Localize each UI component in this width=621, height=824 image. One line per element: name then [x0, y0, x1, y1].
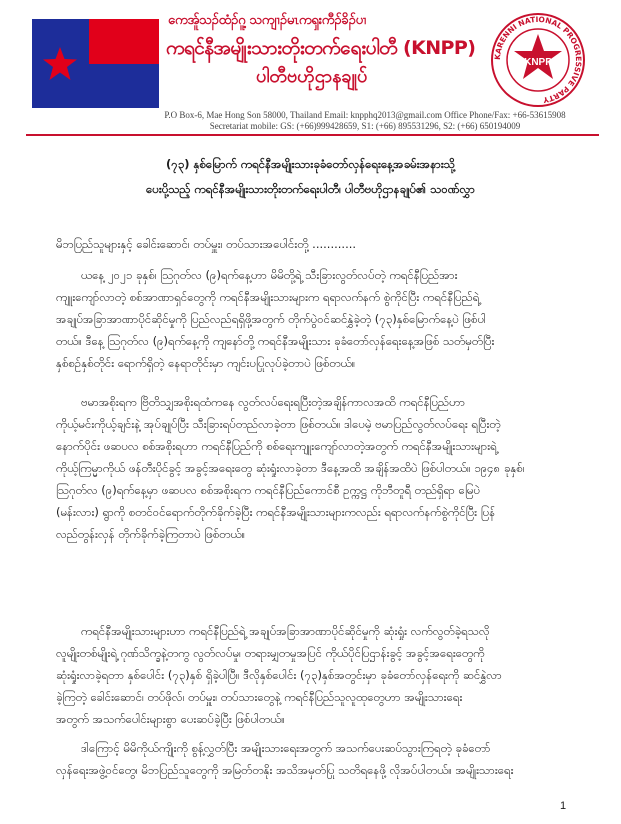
paragraph-line: ကိုယ့်မင်းကိုယ့်ချင်းနဲ့ အုပ်ချုပ်ပြီး သီးခြားရပ်တည်လာခဲ့တာ ဖြစ်တယ်။ ဒါပေမဲ့ ဗမာပြည်လွတ်လပ်ရေး ရပြီးတဲ့ [56, 417, 501, 431]
salutation: မိဘပြည်သူများနှင့် ခေါင်းဆောင်၊ တပ်မှူး၊ တပ်သားအပေါင်းတို့ ............ [56, 237, 357, 251]
paragraph-line: နှစ်စဉ်နှစ်တိုင်း ရောက်ရှိတဲ့ နေရာတိုင်းမှာ ကျင်းပပြုလုပ်ခဲ့တာပဲ ဖြစ်တယ်။ [56, 356, 356, 370]
paragraph-line: လူမျိုးတစ်မျိုးရဲ့ ဂုဏ်သိက္ခနဲ့တကွ လွတ်လပ်မှု၊ တရားမျှတမှုအပြင် ကိုယ်ပိုင်ပြဌာန်းခွင့် အခွင့်အရေးတွေကို [56, 646, 485, 660]
paragraph-4 [56, 737, 576, 781]
paragraph-line: လည်တွန်းလှန် တိုက်ခိုက်ခဲ့ကြတာပဲ ဖြစ်တယ်။ [56, 527, 246, 541]
paragraph-line: ဆုံးရှုံးလာခဲ့ရတာ နှစ်ပေါင်း (၇၃)နှစ် ရှိခဲ့ပါပြီ။ ဒီလိုနှစ်ပေါင်း (၇၃)နှစ်အတွင်းမှာ ခုခံတော်လှန်ရေးကို ဆင်နွှဲလာ [56, 668, 502, 682]
paragraph-line: ဒါကြောင့် မိမိကိုယ်ကျိုးကို စွန့်လွှတ်ပြီး အမျိုးသားရေးအတွက် အသက်ပေးဆပ်သွားကြရတဲ့ ခုခံတော် [81, 741, 491, 755]
paragraph-2 [56, 391, 576, 545]
paragraph-line: ကျူးကျော်လာတဲ့ စစ်အာဏာရှင်တွေကို ကရင်နီအမျိုးသားများက ရရာလက်နက် စွဲကိုင်ပြီး ကရင်နီပြည်ရဲ့ [56, 290, 480, 304]
svg-text:KARENNI NATIONAL PROGRESSIVE P: KARENNI NATIONAL PROGRESSIVE PARTY [492, 14, 584, 105]
karenni-flag [32, 19, 159, 108]
paragraph-line: ခဲ့ကြတဲ့ ခေါင်းဆောင်၊ တပ်ဖိုလ်၊ တပ်မှူး၊ တပ်သားတွေနဲ့ ကရင်နီပြည်သူလူထုတွေဟာ အမျိုးသားရေး [56, 690, 463, 704]
paragraph-line: ကရင်နီအမျိုးသားများဟာ ကရင်နီပြည်ရဲ့ အချုပ်အခြာအာဏာပိုင်ဆိုင်မှုကို ဆုံးရှုံး လက်လွတ်ခဲ့ရသလို [81, 624, 490, 638]
paragraph-line: တယ်။ ဒီနေ့ ဩဂုတ်လ (၉)ရက်နေ့ကို ကျနော်တို့ ကရင်နီအမျိုးသား ခုခံတော်လှန်ရေးနေ့အဖြစ် သတ်မှတ်ပြီး [56, 334, 495, 348]
paragraph-line: (မန်းလား) ရွာကို စတင်ဝင်ရောက်တိုက်ခိုက်ခဲ့ပြီး ကရင်နီအမျိုးသားများကလည်း ရရာလက်နက်စွဲကိုင်ပြီး ပြန် [56, 505, 496, 519]
paragraph-1 [56, 264, 576, 374]
paragraph-line: အချုပ်အခြာအာဏာပိုင်ဆိုင်မှုကို ပြည်လည်ရရှိဖို့အတွက် တိုက်ပွဲဝင်ဆင်နွှဲခဲ့တဲ့ (၇၃)နှစ်မြောက်နေ့ပဲ ဖြစ်ပါ [56, 312, 487, 326]
contact-address: P.O Box-6, Mae Hong Son 58000, Thailand Email: knpphq2013@gmail.com Office Phone/Fax: +66-53615908 [164, 110, 566, 120]
paragraph-line: ဗမာအစိုးရက ဗြိတိသျှအစိုးရထံကနေ လွတ်လပ်ရေးရပြီးတဲ့အချိန်ကာလအထိ ကရင်နီပြည်ဟာ [81, 395, 466, 409]
paragraph-line: ဩဂုတ်လ (၉)ရက်နေ့မှာ ဖဆပလ စစ်အစိုးရက ကရင်နီပြည်ကောင်စီ ဥက္ကဋ္ဌ ကိုဘီတူရီ တည်ရှိရာ မြေပဲ [56, 483, 481, 497]
letterhead-divider [26, 134, 599, 136]
org-name-burmese: ကရင်နီအမျိုးသားတိုးတက်ရေးပါတီ (KNPP) [166, 37, 476, 59]
paragraph-line: ယနေ့ ၂၀၂၁ ခုနှစ်၊ ဩဂုတ်လ (၉)ရက်နေ့ဟာ မိမိတို့ရဲ့ သီးခြားလွတ်လပ်တဲ့ ကရင်နီပြည်အား [81, 268, 458, 282]
paragraph-3 [56, 620, 576, 730]
flag-star-icon [41, 46, 79, 82]
knpp-seal-logo [488, 10, 588, 110]
paragraph-line: ကိုယ့်ကြမ္မာကိုယ် ဖန်တီးပိုင်ခွင့် အခွင့်အရေးတွေ ဆုံးရှုံးလာခဲ့တာ ဒီနေ့အထိ အချိန်အထိပဲ ဖြစ်ပါတယ်။ ၁၉၄၈ ခုနှစ်၊ [56, 461, 525, 475]
paragraph-line: လှန်ရေးအဖွဲ့ဝင်တွေ၊ မိဘပြည်သူတွေကို အမြတ်တနိုး အသိအမှတ်ပြု သတိရနေဖို့ လိုအပ်ပါတယ်။ အမျိုးသားရေး [56, 763, 514, 777]
paragraph-line: အတွက် အသက်ပေါင်းများစွာ ပေးဆပ်ခဲ့ပြီး ဖြစ်ပါတယ်။ [56, 712, 285, 726]
page-number: 1 [560, 800, 567, 812]
contact-mobile: Secretariat mobile: GS: (+66)999428659, S1: (+66) 895531296, S2: (+66) 650194009 [209, 121, 521, 131]
org-name-karen: ကေအ်ူသၣ်ထံၣ်ဂူ့ သကျၢၣ်မၤကၡးကီၣ်ခိၣ်ပၢ [168, 13, 367, 28]
document-title-line-2: ပေးပို့သည့် ကရင်နီအမျိုးသားတိုးတက်ရေးပါတီ၊ ပါတီဗဟိုဌာနချုပ်၏ သဝဏ်လွှာ [146, 182, 475, 196]
paragraph-line: နောက်ပိုင်း ဖဆပလ စစ်အစိုးရဟာ ကရင်နီပြည်ကို စစ်ရေးကျူးကျော်လာတဲ့အတွက် ကရင်နီအမျိုးသားများရဲ့ [56, 439, 497, 453]
document-title-line-1: (၇၃) နှစ်မြောက် ကရင်နီအမျိုးသားခုခံတော်လှန်ရေးနေ့အခမ်းအနားသို့ [166, 157, 455, 171]
svg-text:KNPP: KNPP [524, 57, 552, 68]
org-headquarters: ပါတီဗဟိုဌာနချုပ် [256, 66, 368, 87]
